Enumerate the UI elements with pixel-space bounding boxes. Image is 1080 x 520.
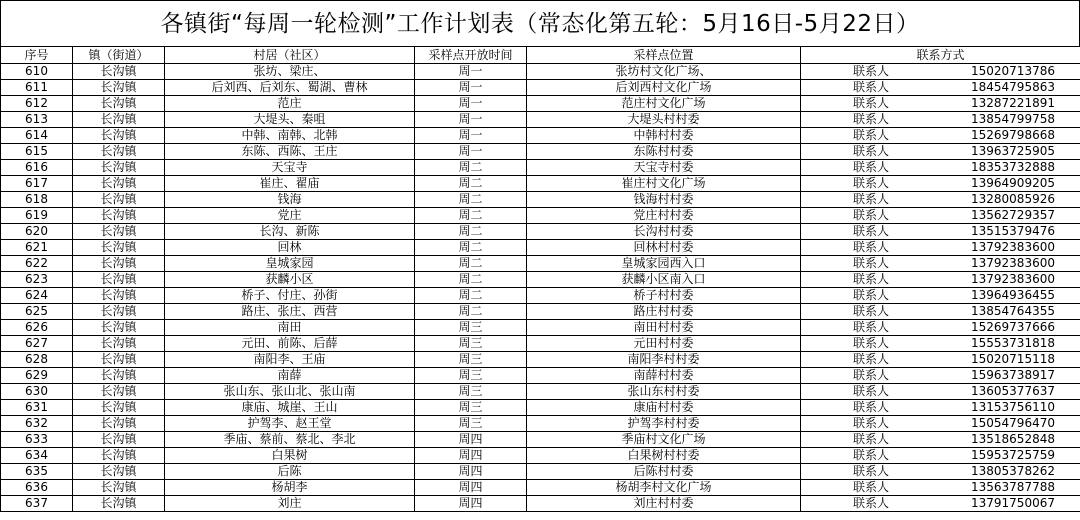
cell-day: 周二 bbox=[415, 288, 527, 304]
cell-village: 天宝寺 bbox=[165, 160, 415, 176]
table-row bbox=[1, 368, 1080, 384]
cell-contact bbox=[801, 336, 1080, 352]
contact-phone: 15054796470 bbox=[971, 416, 1055, 430]
cell-town: 长沟镇 bbox=[73, 352, 165, 368]
cell-contact bbox=[801, 192, 1080, 208]
cell-town: 长沟镇 bbox=[73, 80, 165, 96]
cell-village: 获麟小区 bbox=[165, 272, 415, 288]
cell-village: 元田、前陈、后薛 bbox=[165, 336, 415, 352]
table-row bbox=[1, 304, 1080, 320]
cell-town: 长沟镇 bbox=[73, 112, 165, 128]
contact-phone: 13515379476 bbox=[971, 224, 1055, 238]
cell-contact bbox=[801, 224, 1080, 240]
cell-day: 周一 bbox=[415, 80, 527, 96]
contact-person: 联系人 bbox=[853, 496, 890, 510]
cell-contact bbox=[801, 480, 1080, 496]
contact-person: 联系人 bbox=[853, 112, 890, 126]
table-row bbox=[1, 144, 1080, 160]
cell-no: 626 bbox=[1, 320, 73, 336]
cell-town: 长沟镇 bbox=[73, 336, 165, 352]
cell-town: 长沟镇 bbox=[73, 192, 165, 208]
cell-no: 617 bbox=[1, 176, 73, 192]
cell-site: 南田村村委 bbox=[527, 320, 801, 336]
cell-village: 张坊、梁庄、 bbox=[165, 64, 415, 80]
cell-no: 637 bbox=[1, 496, 73, 512]
cell-site: 回林村村委 bbox=[527, 240, 801, 256]
cell-village: 东陈、西陈、王庄 bbox=[165, 144, 415, 160]
contact-phone: 13854799758 bbox=[971, 112, 1055, 126]
cell-no: 622 bbox=[1, 256, 73, 272]
cell-site: 长沟村村委 bbox=[527, 224, 801, 240]
cell-village: 中韩、南韩、北韩 bbox=[165, 128, 415, 144]
cell-contact bbox=[801, 176, 1080, 192]
cell-day: 周四 bbox=[415, 496, 527, 512]
cell-town: 长沟镇 bbox=[73, 400, 165, 416]
contact-person: 联系人 bbox=[853, 432, 890, 446]
cell-contact bbox=[801, 448, 1080, 464]
header-town: 镇（街道） bbox=[73, 47, 165, 64]
cell-contact bbox=[801, 304, 1080, 320]
header-open-time: 采样点开放时间 bbox=[415, 47, 527, 64]
cell-village: 大堤头、秦咀 bbox=[165, 112, 415, 128]
cell-town: 长沟镇 bbox=[73, 176, 165, 192]
cell-contact bbox=[801, 464, 1080, 480]
cell-village: 后刘西、后刘东、蜀湖、曹林 bbox=[165, 80, 415, 96]
table-row bbox=[1, 352, 1080, 368]
cell-village: 范庄 bbox=[165, 96, 415, 112]
cell-no: 632 bbox=[1, 416, 73, 432]
cell-site: 刘庄村村委 bbox=[527, 496, 801, 512]
cell-town: 长沟镇 bbox=[73, 496, 165, 512]
cell-no: 623 bbox=[1, 272, 73, 288]
cell-site: 路庄村村委 bbox=[527, 304, 801, 320]
contact-phone: 18454795863 bbox=[971, 80, 1055, 94]
cell-town: 长沟镇 bbox=[73, 144, 165, 160]
cell-village: 桥子、付庄、孙街 bbox=[165, 288, 415, 304]
cell-contact bbox=[801, 112, 1080, 128]
cell-village: 刘庄 bbox=[165, 496, 415, 512]
cell-no: 633 bbox=[1, 432, 73, 448]
contact-phone: 13791750067 bbox=[971, 496, 1055, 510]
cell-site: 范庄村文化广场 bbox=[527, 96, 801, 112]
table-row bbox=[1, 384, 1080, 400]
cell-day: 周二 bbox=[415, 304, 527, 320]
cell-town: 长沟镇 bbox=[73, 480, 165, 496]
contact-phone: 13792383600 bbox=[971, 256, 1055, 270]
cell-town: 长沟镇 bbox=[73, 384, 165, 400]
contact-phone: 13518652848 bbox=[971, 432, 1055, 446]
cell-contact bbox=[801, 288, 1080, 304]
cell-day: 周三 bbox=[415, 352, 527, 368]
cell-contact bbox=[801, 352, 1080, 368]
cell-site: 张坊村文化广场、 bbox=[527, 64, 801, 80]
cell-contact bbox=[801, 80, 1080, 96]
table-row bbox=[1, 496, 1080, 512]
cell-contact bbox=[801, 256, 1080, 272]
cell-day: 周二 bbox=[415, 160, 527, 176]
cell-site: 中韩村村委 bbox=[527, 128, 801, 144]
table-row bbox=[1, 96, 1080, 112]
cell-contact bbox=[801, 320, 1080, 336]
cell-site: 季庙村文化广场 bbox=[527, 432, 801, 448]
table-row bbox=[1, 272, 1080, 288]
cell-day: 周二 bbox=[415, 256, 527, 272]
cell-no: 630 bbox=[1, 384, 73, 400]
cell-site: 元田村村委 bbox=[527, 336, 801, 352]
contact-person: 联系人 bbox=[853, 128, 890, 142]
table-row bbox=[1, 256, 1080, 272]
table-row bbox=[1, 112, 1080, 128]
cell-village: 季庙、蔡前、蔡北、李北 bbox=[165, 432, 415, 448]
contact-person: 联系人 bbox=[853, 192, 890, 206]
cell-town: 长沟镇 bbox=[73, 368, 165, 384]
cell-day: 周三 bbox=[415, 400, 527, 416]
cell-town: 长沟镇 bbox=[73, 288, 165, 304]
cell-no: 611 bbox=[1, 80, 73, 96]
table-row bbox=[1, 64, 1080, 80]
cell-village: 皇城家园 bbox=[165, 256, 415, 272]
cell-site: 东陈村村委 bbox=[527, 144, 801, 160]
cell-town: 长沟镇 bbox=[73, 224, 165, 240]
contact-person: 联系人 bbox=[853, 320, 890, 334]
contact-phone: 15020715118 bbox=[971, 352, 1055, 366]
cell-day: 周三 bbox=[415, 416, 527, 432]
contact-phone: 15553731818 bbox=[971, 336, 1055, 350]
cell-town: 长沟镇 bbox=[73, 432, 165, 448]
cell-site: 钱海村村委 bbox=[527, 192, 801, 208]
cell-no: 635 bbox=[1, 464, 73, 480]
cell-no: 615 bbox=[1, 144, 73, 160]
cell-contact bbox=[801, 400, 1080, 416]
cell-contact bbox=[801, 240, 1080, 256]
cell-town: 长沟镇 bbox=[73, 160, 165, 176]
table-row bbox=[1, 224, 1080, 240]
cell-day: 周四 bbox=[415, 432, 527, 448]
cell-no: 619 bbox=[1, 208, 73, 224]
contact-person: 联系人 bbox=[853, 64, 890, 78]
cell-contact bbox=[801, 272, 1080, 288]
cell-site: 党庄村村委 bbox=[527, 208, 801, 224]
contact-person: 联系人 bbox=[853, 80, 890, 94]
cell-contact bbox=[801, 496, 1080, 512]
cell-contact bbox=[801, 416, 1080, 432]
cell-contact bbox=[801, 144, 1080, 160]
cell-site: 大堤头村村委 bbox=[527, 112, 801, 128]
table-row bbox=[1, 320, 1080, 336]
contact-person: 联系人 bbox=[853, 336, 890, 350]
cell-day: 周二 bbox=[415, 176, 527, 192]
cell-site: 南薛村村委 bbox=[527, 368, 801, 384]
cell-village: 后陈 bbox=[165, 464, 415, 480]
cell-day: 周三 bbox=[415, 336, 527, 352]
cell-no: 610 bbox=[1, 64, 73, 80]
table-row bbox=[1, 480, 1080, 496]
contact-person: 联系人 bbox=[853, 176, 890, 190]
table-row bbox=[1, 128, 1080, 144]
cell-no: 614 bbox=[1, 128, 73, 144]
contact-person: 联系人 bbox=[853, 96, 890, 110]
contact-phone: 13964936455 bbox=[971, 288, 1055, 302]
contact-phone: 15269798668 bbox=[971, 128, 1055, 142]
cell-site: 后刘西村文化广场 bbox=[527, 80, 801, 96]
contact-person: 联系人 bbox=[853, 480, 890, 494]
header-row bbox=[1, 47, 1080, 64]
cell-town: 长沟镇 bbox=[73, 240, 165, 256]
cell-day: 周二 bbox=[415, 208, 527, 224]
cell-day: 周三 bbox=[415, 368, 527, 384]
cell-site: 白果树村村委 bbox=[527, 448, 801, 464]
cell-town: 长沟镇 bbox=[73, 208, 165, 224]
cell-no: 624 bbox=[1, 288, 73, 304]
cell-day: 周四 bbox=[415, 480, 527, 496]
contact-phone: 13287221891 bbox=[971, 96, 1055, 110]
contact-phone: 13153756110 bbox=[971, 400, 1055, 414]
cell-no: 621 bbox=[1, 240, 73, 256]
cell-no: 620 bbox=[1, 224, 73, 240]
contact-person: 联系人 bbox=[853, 464, 890, 478]
cell-village: 康庙、城崖、王山 bbox=[165, 400, 415, 416]
cell-day: 周一 bbox=[415, 112, 527, 128]
cell-contact bbox=[801, 128, 1080, 144]
cell-day: 周四 bbox=[415, 448, 527, 464]
contact-person: 联系人 bbox=[853, 256, 890, 270]
cell-village: 南薛 bbox=[165, 368, 415, 384]
cell-village: 护驾李、赵王堂 bbox=[165, 416, 415, 432]
table-row bbox=[1, 176, 1080, 192]
cell-village: 回林 bbox=[165, 240, 415, 256]
contact-phone: 13964909205 bbox=[971, 176, 1055, 190]
cell-day: 周二 bbox=[415, 192, 527, 208]
cell-town: 长沟镇 bbox=[73, 128, 165, 144]
cell-site: 后陈村村委 bbox=[527, 464, 801, 480]
cell-village: 张山东、张山北、张山南 bbox=[165, 384, 415, 400]
contact-phone: 15963738917 bbox=[971, 368, 1055, 382]
contact-phone: 15953725759 bbox=[971, 448, 1055, 462]
contact-phone: 13563787788 bbox=[971, 480, 1055, 494]
contact-person: 联系人 bbox=[853, 416, 890, 430]
cell-village: 南田 bbox=[165, 320, 415, 336]
contact-phone: 15269737666 bbox=[971, 320, 1055, 334]
table-row bbox=[1, 240, 1080, 256]
contact-phone: 13792383600 bbox=[971, 272, 1055, 286]
cell-village: 白果树 bbox=[165, 448, 415, 464]
cell-no: 618 bbox=[1, 192, 73, 208]
cell-day: 周二 bbox=[415, 240, 527, 256]
cell-no: 631 bbox=[1, 400, 73, 416]
cell-no: 634 bbox=[1, 448, 73, 464]
cell-village: 路庄、张庄、西营 bbox=[165, 304, 415, 320]
cell-site: 张山东村村委 bbox=[527, 384, 801, 400]
contact-phone: 18353732888 bbox=[971, 160, 1055, 174]
cell-site: 南阳李村村委 bbox=[527, 352, 801, 368]
cell-day: 周一 bbox=[415, 64, 527, 80]
table-row bbox=[1, 432, 1080, 448]
cell-contact bbox=[801, 368, 1080, 384]
cell-town: 长沟镇 bbox=[73, 96, 165, 112]
cell-no: 612 bbox=[1, 96, 73, 112]
table-row bbox=[1, 192, 1080, 208]
cell-no: 636 bbox=[1, 480, 73, 496]
contact-person: 联系人 bbox=[853, 448, 890, 462]
cell-no: 628 bbox=[1, 352, 73, 368]
contact-phone: 13963725905 bbox=[971, 144, 1055, 158]
cell-day: 周四 bbox=[415, 464, 527, 480]
cell-town: 长沟镇 bbox=[73, 256, 165, 272]
contact-phone: 15020713786 bbox=[971, 64, 1055, 78]
contact-phone: 13792383600 bbox=[971, 240, 1055, 254]
cell-site: 崔庄村文化广场 bbox=[527, 176, 801, 192]
contact-phone: 13805378262 bbox=[971, 464, 1055, 478]
contact-phone: 13854764355 bbox=[971, 304, 1055, 318]
cell-town: 长沟镇 bbox=[73, 64, 165, 80]
cell-no: 616 bbox=[1, 160, 73, 176]
contact-person: 联系人 bbox=[853, 400, 890, 414]
cell-town: 长沟镇 bbox=[73, 448, 165, 464]
contact-person: 联系人 bbox=[853, 208, 890, 222]
contact-person: 联系人 bbox=[853, 384, 890, 398]
header-no: 序号 bbox=[1, 47, 73, 64]
cell-site: 桥子村村委 bbox=[527, 288, 801, 304]
table-row bbox=[1, 416, 1080, 432]
table-body bbox=[1, 64, 1080, 512]
cell-village: 崔庄、翟庙 bbox=[165, 176, 415, 192]
cell-town: 长沟镇 bbox=[73, 320, 165, 336]
header-contact: 联系方式 bbox=[801, 47, 1080, 64]
table-row bbox=[1, 336, 1080, 352]
contact-phone: 13280085926 bbox=[971, 192, 1055, 206]
cell-day: 周一 bbox=[415, 96, 527, 112]
cell-village: 党庄 bbox=[165, 208, 415, 224]
cell-contact bbox=[801, 64, 1080, 80]
cell-site: 杨胡李村文化广场 bbox=[527, 480, 801, 496]
cell-no: 613 bbox=[1, 112, 73, 128]
contact-person: 联系人 bbox=[853, 160, 890, 174]
cell-site: 康庙村村委 bbox=[527, 400, 801, 416]
cell-contact bbox=[801, 432, 1080, 448]
cell-contact bbox=[801, 96, 1080, 112]
table-row bbox=[1, 400, 1080, 416]
plan-table bbox=[0, 46, 1080, 512]
table-row bbox=[1, 288, 1080, 304]
cell-contact bbox=[801, 384, 1080, 400]
table-row bbox=[1, 160, 1080, 176]
contact-person: 联系人 bbox=[853, 288, 890, 302]
cell-village: 杨胡李 bbox=[165, 480, 415, 496]
cell-town: 长沟镇 bbox=[73, 416, 165, 432]
cell-town: 长沟镇 bbox=[73, 272, 165, 288]
cell-town: 长沟镇 bbox=[73, 464, 165, 480]
contact-person: 联系人 bbox=[853, 224, 890, 238]
cell-day: 周一 bbox=[415, 128, 527, 144]
cell-contact bbox=[801, 160, 1080, 176]
cell-day: 周三 bbox=[415, 384, 527, 400]
cell-day: 周一 bbox=[415, 144, 527, 160]
cell-site: 皇城家园西入口 bbox=[527, 256, 801, 272]
contact-person: 联系人 bbox=[853, 368, 890, 382]
cell-town: 长沟镇 bbox=[73, 304, 165, 320]
contact-person: 联系人 bbox=[853, 144, 890, 158]
contact-phone: 13605377637 bbox=[971, 384, 1055, 398]
cell-site: 获麟小区南入口 bbox=[527, 272, 801, 288]
table-title: 各镇街“每周一轮检测”工作计划表（常态化第五轮：5月16日-5月22日） bbox=[0, 0, 1080, 46]
table-row bbox=[1, 448, 1080, 464]
table-row bbox=[1, 80, 1080, 96]
cell-site: 天宝寺村委 bbox=[527, 160, 801, 176]
contact-person: 联系人 bbox=[853, 304, 890, 318]
cell-no: 625 bbox=[1, 304, 73, 320]
table-row bbox=[1, 208, 1080, 224]
table-row bbox=[1, 464, 1080, 480]
contact-phone: 13562729357 bbox=[971, 208, 1055, 222]
cell-village: 长沟、新陈 bbox=[165, 224, 415, 240]
contact-person: 联系人 bbox=[853, 272, 890, 286]
header-site: 采样点位置 bbox=[527, 47, 801, 64]
cell-day: 周三 bbox=[415, 320, 527, 336]
cell-day: 周二 bbox=[415, 272, 527, 288]
cell-village: 钱海 bbox=[165, 192, 415, 208]
cell-contact bbox=[801, 208, 1080, 224]
cell-village: 南阳李、王庙 bbox=[165, 352, 415, 368]
header-village: 村居（社区） bbox=[165, 47, 415, 64]
cell-site: 护驾李村村委 bbox=[527, 416, 801, 432]
contact-person: 联系人 bbox=[853, 352, 890, 366]
cell-day: 周二 bbox=[415, 224, 527, 240]
cell-no: 629 bbox=[1, 368, 73, 384]
cell-no: 627 bbox=[1, 336, 73, 352]
contact-person: 联系人 bbox=[853, 240, 890, 254]
